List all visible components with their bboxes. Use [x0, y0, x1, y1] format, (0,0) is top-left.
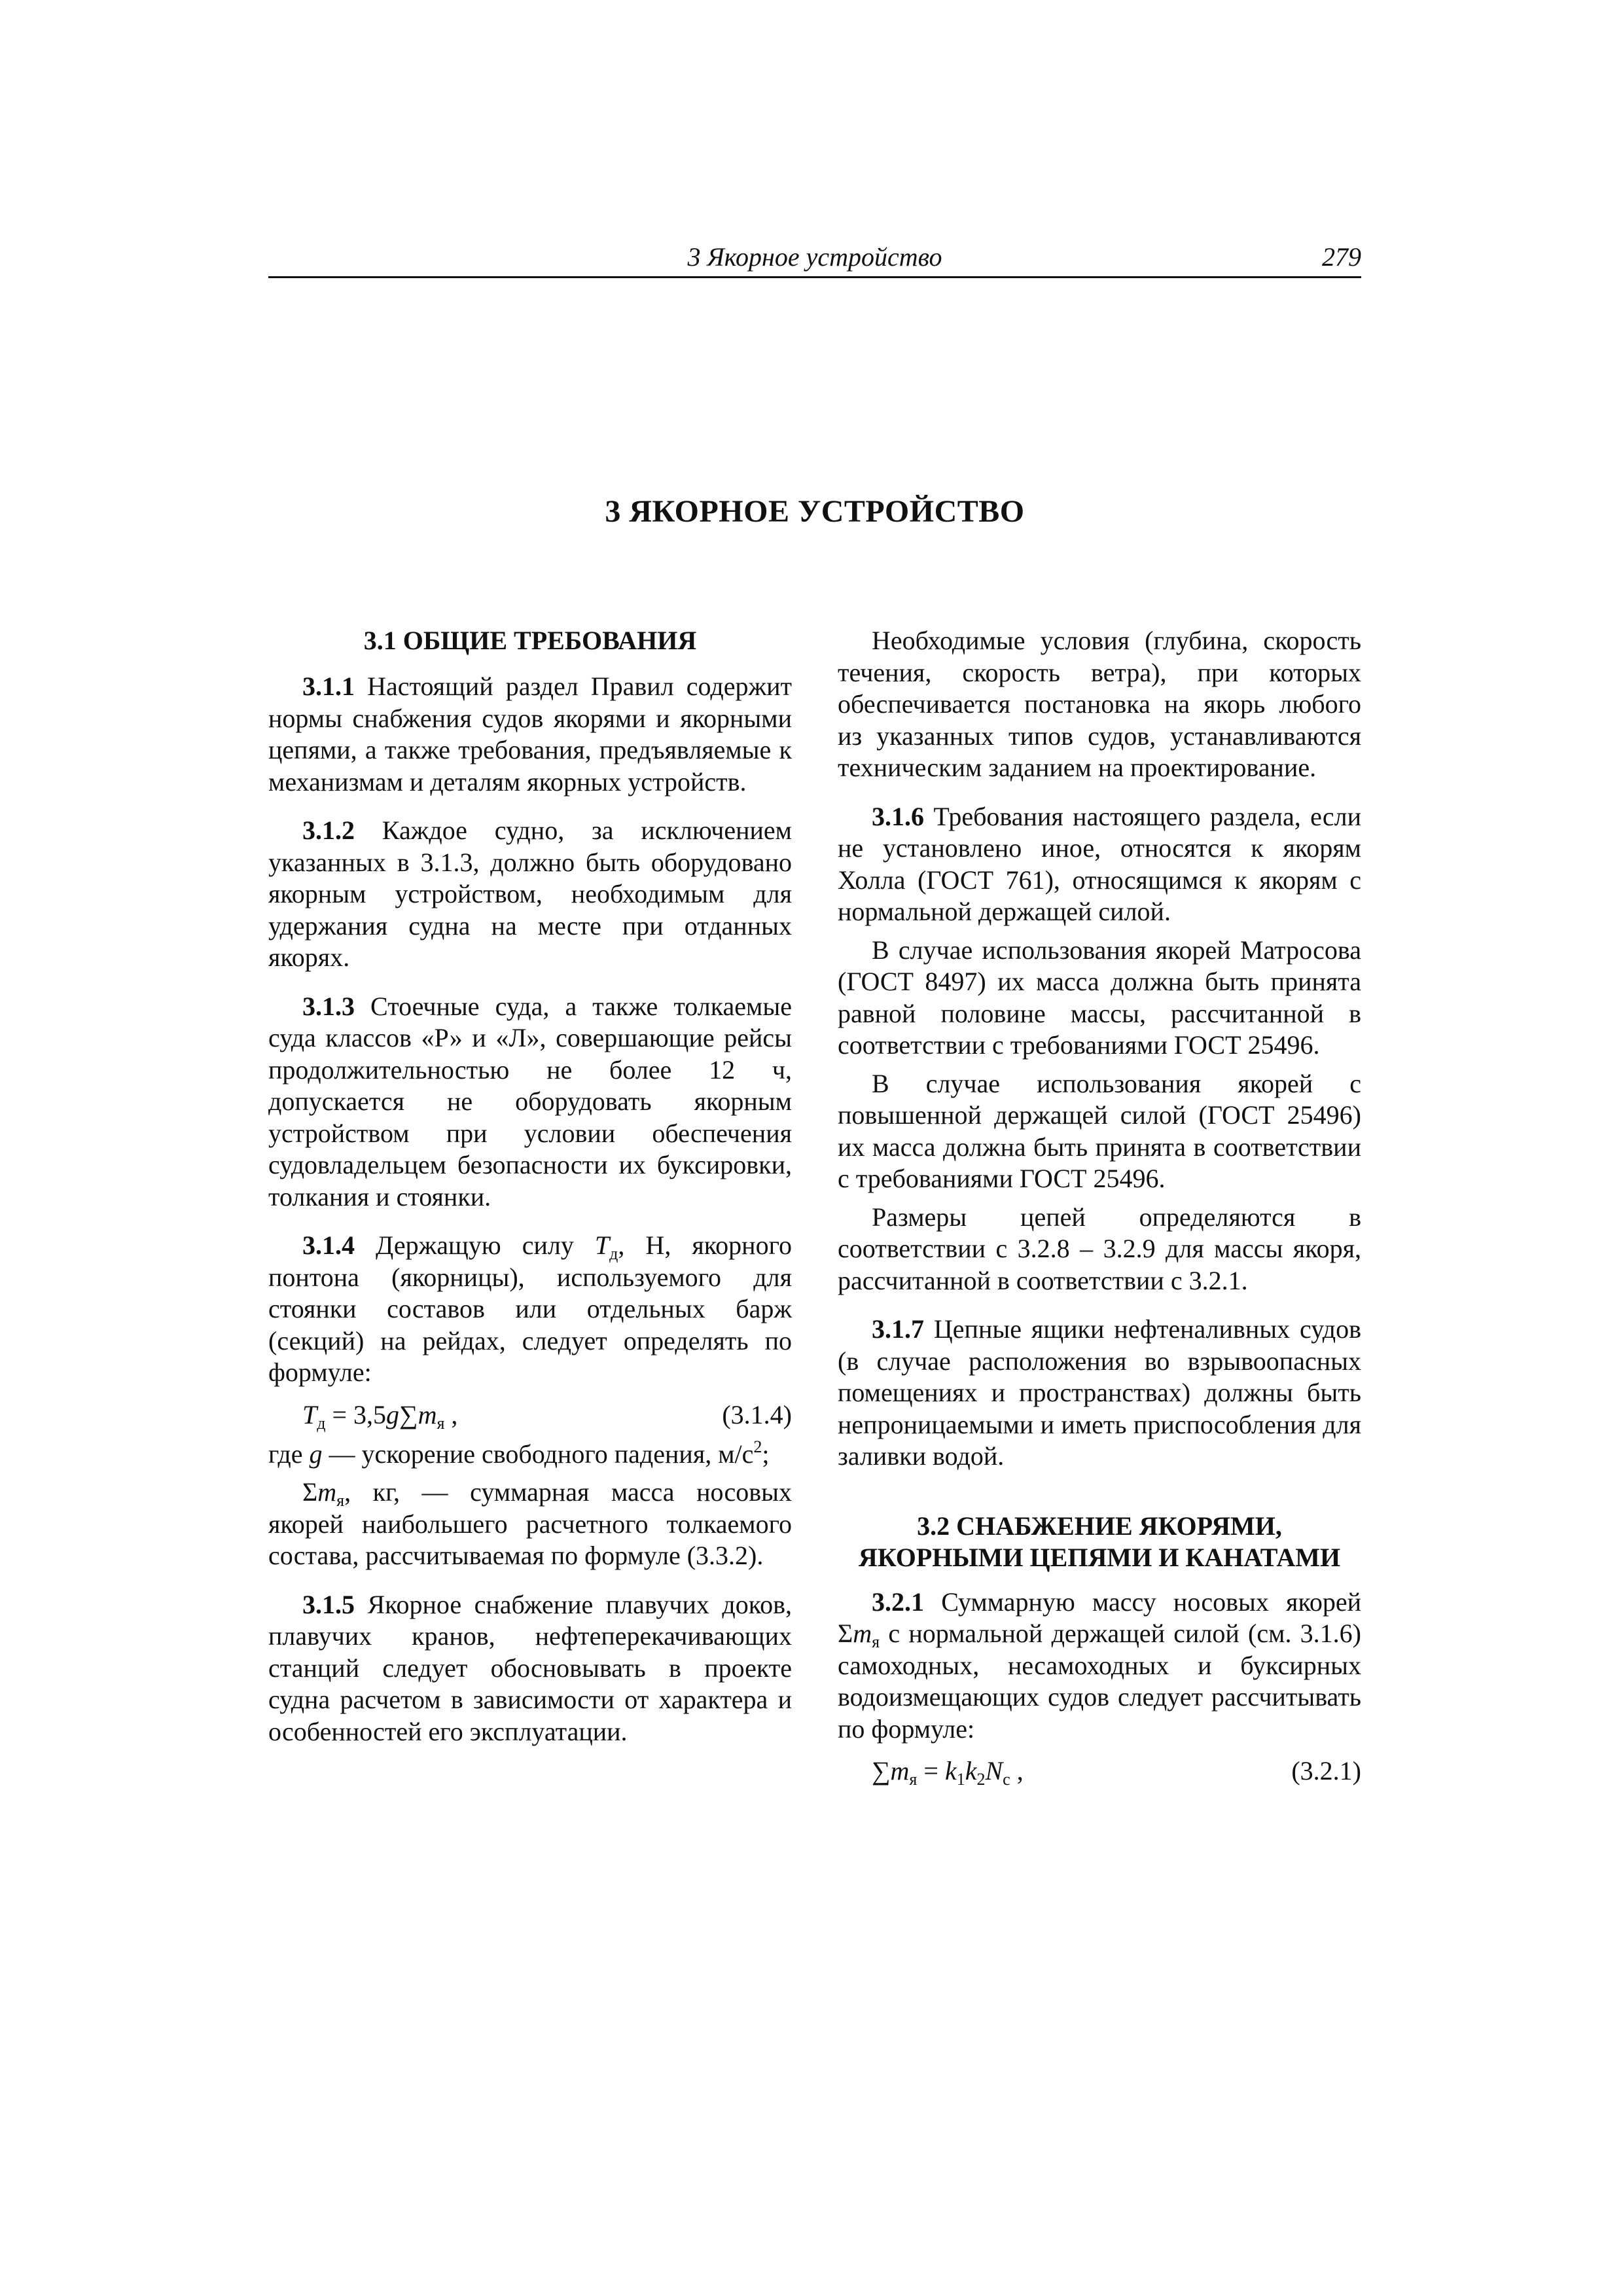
paragraph-conditions: Необходимые условия (глубина, скорость течения, скорость ветра), при которых обеспечивается постановка на якорь любого из указанных типов судов, устанавливаются техническим заданием на проектирование. — [838, 626, 1361, 782]
formula-where-g: где g — ускорение свободного падения, $м/с^2$; — [268, 1437, 770, 1469]
clause-3-1-4 — [268, 1230, 792, 1389]
clause-text: Требования настоящего раздела, если не установлено иное, относятся к якорям Холла (ГОСТ 761), относящимся к якорям с нормальной держащей силой. — [838, 801, 1361, 926]
formula-expression: $\sum m_я = k_1k_2N_с$ , — [872, 1756, 1024, 1789]
sum-symbol: ∑ — [399, 1399, 418, 1429]
clause-3-1-5 — [268, 1589, 792, 1748]
clause-text: Настоящий раздел Правил содержит нормы снабжения судов якорями и якорными цепями, а также требования, предъявляемые к механизмам и деталям якорных устройств. — [268, 672, 792, 797]
right-column — [838, 625, 1361, 1795]
symbol-subscript: д — [609, 1244, 618, 1263]
clause-number: 3.1.5 — [302, 1589, 355, 1619]
clause-text: Каждое судно, за исключением указанных в 3.1.3, должно быть оборудовано якорным устройством, необходимым для удержания судна на месте при отданных якорях. — [268, 816, 792, 972]
clause-text: Стоечные суда, а также толкаемые суда классов «Р» и «Л», совершающие рейсы продолжительностью не более 12 ч, допускается не оборудовать якорным устройством при условии обеспечения судовладельцем безопасности их буксировки, толкания и стоянки. — [268, 991, 792, 1211]
sum-symbol: ∑ — [872, 1756, 891, 1785]
formula-number: (3.2.1) — [1291, 1756, 1361, 1785]
clause-text: Якорное снабжение плавучих доков, плавучих кранов, нефтеперекачивающих станций следует обосновывать в проекте судна расчетом в зависимости от характера и особенностей его эксплуатации. — [268, 1589, 792, 1746]
chapter-title: 3 ЯКОРНОЕ УСТРОЙСТВО — [605, 494, 1025, 529]
clause-3-1-6 — [838, 801, 1361, 928]
formula-3-2-1 — [838, 1755, 1361, 1789]
left-column — [268, 625, 792, 1748]
clause-3-1-2 — [268, 815, 792, 974]
formula-number: (3.1.4) — [722, 1399, 792, 1429]
clause-text: , Н, якорного понтона (якорницы), используемого для стоянки составов или отдельных барж (секций) на рейдах, следует определять по формуле: — [268, 1230, 792, 1387]
formula-where-sum: $\Sigma m_я$, кг, — суммарная масса носовых якорей наибольшего расчетного толкаемого состава, рассчитываемая по формуле (3.3.2). — [268, 1477, 792, 1570]
section-heading-3-1: 3.1 ОБЩИЕ ТРЕБОВАНИЯ — [363, 626, 697, 655]
page-number: 279 — [1322, 242, 1361, 272]
clause-number: 3.1.2 — [302, 816, 355, 845]
formula-expression: $T_д = 3,5g\sum m_я$ , — [302, 1399, 458, 1433]
clause-3-1-1 — [268, 671, 792, 798]
clause-number: 3.2.1 — [872, 1587, 924, 1617]
section-heading-3-2 — [838, 1511, 1361, 1573]
clause-number: 3.1.3 — [302, 991, 355, 1021]
clause-text: Цепные ящики нефтеналивных судов (в случае расположения во взрывоопасных помещениях и пространствах) должны быть непроницаемыми и иметь приспособления для заливки водой. — [838, 1314, 1361, 1471]
running-header-title: 3 Якорное устройство — [687, 242, 942, 272]
symbol-t: T — [594, 1230, 610, 1260]
clause-number: 3.1.1 — [302, 672, 355, 701]
clause-3-2-1: 3.2.1 Суммарную массу носовых якорей $\Sigma m_я$ с нормальной держащей силой (см. 3.1.6) самоходных, несамоходных и буксирных водоизмещающих судов следует рассчитывать по формуле: — [838, 1587, 1361, 1744]
clause-3-1-3 — [268, 991, 792, 1213]
formula-3-1-4 — [268, 1399, 792, 1433]
paragraph-high-holding: В случае использования якорей с повышенной держащей силой (ГОСТ 25496) их масса должна быть принята в соответствии с требованиями ГОСТ 25496. — [838, 1068, 1361, 1193]
running-header — [268, 241, 1361, 278]
section-heading-line: ЯКОРНЫМИ ЦЕПЯМИ И КАНАТАМИ — [858, 1542, 1341, 1572]
clause-3-1-7 — [838, 1314, 1361, 1473]
clause-number: 3.1.6 — [872, 801, 924, 831]
section-heading-line: 3.2 СНАБЖЕНИЕ ЯКОРЯМИ, — [917, 1511, 1282, 1541]
paragraph-matrosov: В случае использования якорей Матросова (ГОСТ 8497) их масса должна быть принята равной половине массы, рассчитанной в соответствии с требованиями ГОСТ 25496. — [838, 935, 1361, 1060]
paragraph-chains: Размеры цепей определяются в соответствии с 3.2.8 – 3.2.9 для массы якоря, рассчитанной в соответствии с 3.2.1. — [838, 1202, 1361, 1295]
clause-number: 3.1.4 — [302, 1230, 355, 1260]
clause-number: 3.1.7 — [872, 1314, 924, 1344]
clause-text: Держащую силу — [355, 1230, 595, 1260]
